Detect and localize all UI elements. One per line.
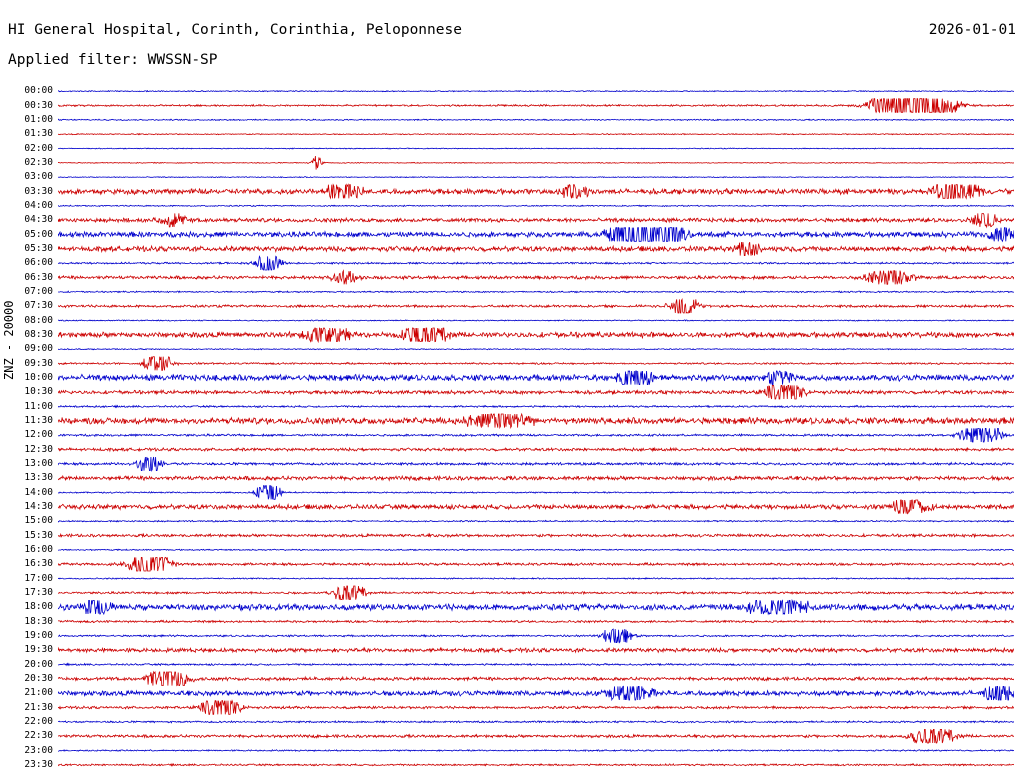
trace-line	[58, 256, 1014, 270]
y-tick-label: 03:00	[24, 171, 53, 183]
trace-line	[58, 457, 1014, 471]
y-tick-label: 01:30	[24, 128, 53, 140]
y-tick-label: 20:00	[24, 658, 53, 670]
trace-line	[58, 228, 1014, 242]
trace-line	[58, 701, 1014, 715]
y-tick-label: 00:00	[24, 85, 53, 97]
helicorder-plot	[58, 84, 1014, 772]
y-tick-label: 04:00	[24, 199, 53, 211]
trace-line	[58, 291, 1014, 293]
trace-line	[58, 357, 1014, 371]
y-tick-label: 02:30	[24, 156, 53, 168]
trace-line	[58, 99, 1014, 113]
trace-line	[58, 549, 1014, 550]
trace-line	[58, 320, 1014, 321]
trace-line	[58, 156, 1014, 170]
y-tick-label: 22:00	[24, 715, 53, 727]
trace-line	[58, 648, 1014, 652]
trace-line	[58, 328, 1014, 342]
y-tick-label: 18:30	[24, 615, 53, 627]
y-tick-label: 22:30	[24, 730, 53, 742]
y-tick-label: 04:30	[24, 214, 53, 226]
trace-line	[58, 242, 1014, 256]
trace-line	[58, 185, 1014, 199]
trace-line	[58, 663, 1014, 665]
y-tick-label: 06:00	[24, 257, 53, 269]
y-tick-label: 05:30	[24, 242, 53, 254]
trace-line	[58, 299, 1014, 313]
y-tick-label: 06:30	[24, 271, 53, 283]
y-tick-label: 12:30	[24, 443, 53, 455]
trace-line	[58, 91, 1014, 92]
trace-line	[58, 750, 1014, 752]
trace-line	[58, 520, 1014, 522]
y-tick-label: 07:30	[24, 300, 53, 312]
y-tick-label: 13:30	[24, 472, 53, 484]
y-tick-label: 23:30	[24, 758, 53, 770]
y-tick-label: 14:30	[24, 500, 53, 512]
trace-line	[58, 729, 1014, 743]
date-label: 2026-01-01	[928, 22, 1016, 38]
y-tick-label: 23:00	[24, 744, 53, 756]
trace-line	[58, 578, 1014, 579]
y-tick-label: 19:00	[24, 629, 53, 641]
trace-line	[58, 448, 1014, 451]
y-tick-label: 08:30	[24, 328, 53, 340]
y-tick-label: 20:30	[24, 672, 53, 684]
trace-line	[58, 476, 1014, 480]
y-tick-label: 13:00	[24, 457, 53, 469]
trace-line	[58, 486, 1014, 500]
y-tick-label: 07:00	[24, 285, 53, 297]
y-tick-label: 02:00	[24, 142, 53, 154]
y-tick-label: 11:00	[24, 400, 53, 412]
y-tick-label: 18:00	[24, 601, 53, 613]
trace-line	[58, 349, 1014, 350]
y-tick-label: 00:30	[24, 99, 53, 111]
trace-line	[58, 534, 1014, 537]
trace-line	[58, 620, 1014, 622]
y-tick-label: 15:00	[24, 515, 53, 527]
trace-line	[58, 148, 1014, 149]
y-tick-label: 16:00	[24, 543, 53, 555]
trace-line	[58, 721, 1014, 723]
page-title: HI General Hospital, Corinth, Corinthia, Peloponnese	[8, 22, 462, 38]
trace-line	[58, 177, 1014, 178]
y-axis-label: ZNZ - 20000	[2, 300, 16, 380]
trace-line	[58, 428, 1014, 442]
trace-line	[58, 686, 1014, 700]
y-tick-label: 11:30	[24, 414, 53, 426]
trace-line	[58, 600, 1014, 614]
y-tick-label: 15:30	[24, 529, 53, 541]
trace-line	[58, 586, 1014, 600]
y-tick-label: 19:30	[24, 644, 53, 656]
y-tick-label: 12:00	[24, 429, 53, 441]
trace-line	[58, 557, 1014, 571]
y-tick-label: 09:30	[24, 357, 53, 369]
trace-line	[58, 500, 1014, 514]
y-tick-label: 17:00	[24, 572, 53, 584]
y-tick-label: 08:00	[24, 314, 53, 326]
trace-line	[58, 629, 1014, 643]
y-axis-tick-labels	[0, 84, 56, 772]
trace-line	[58, 271, 1014, 285]
y-tick-label: 10:00	[24, 371, 53, 383]
filter-label: Applied filter: WWSSN-SP	[8, 52, 218, 68]
trace-line	[58, 371, 1014, 385]
y-tick-label: 10:30	[24, 386, 53, 398]
trace-line	[58, 213, 1014, 227]
trace-line	[58, 672, 1014, 686]
y-tick-label: 21:00	[24, 687, 53, 699]
trace-line	[58, 414, 1014, 428]
trace-line	[58, 764, 1014, 766]
y-tick-label: 17:30	[24, 586, 53, 598]
y-tick-label: 16:30	[24, 558, 53, 570]
trace-line	[58, 119, 1014, 120]
trace-line	[58, 134, 1014, 135]
trace-line	[58, 405, 1014, 407]
y-tick-label: 14:00	[24, 486, 53, 498]
y-tick-label: 05:00	[24, 228, 53, 240]
trace-line	[58, 385, 1014, 399]
y-tick-label: 03:30	[24, 185, 53, 197]
seismogram-traces	[58, 84, 1014, 772]
y-tick-label: 09:00	[24, 343, 53, 355]
y-tick-label: 01:00	[24, 113, 53, 125]
chart-header	[0, 0, 1024, 78]
y-tick-label: 21:30	[24, 701, 53, 713]
trace-line	[58, 205, 1014, 206]
